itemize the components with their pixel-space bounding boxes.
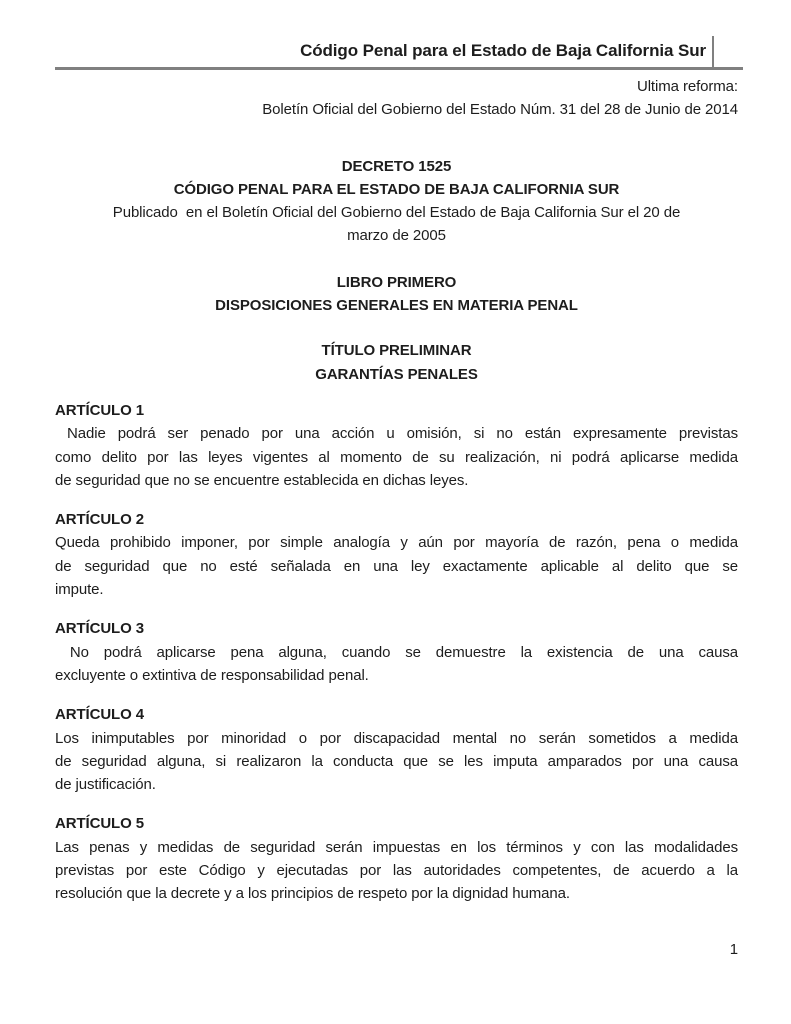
title-section-heading bbox=[55, 339, 738, 386]
article-3-line-2: excluyente o extintiva de responsabilidad penal. bbox=[55, 666, 369, 684]
decree-number: DECRETO 1525 bbox=[341, 157, 452, 175]
article-2-heading: ARTÍCULO 2 bbox=[55, 511, 145, 529]
article-2 bbox=[55, 508, 738, 601]
article-5-heading: ARTÍCULO 5 bbox=[55, 815, 145, 833]
article-3-line-1: No podrá aplicarse pena alguna, cuando se demuestre la existencia de una causa bbox=[55, 643, 738, 661]
article-2-line-3: impute. bbox=[55, 581, 104, 599]
title-section-name: TÍTULO PRELIMINAR bbox=[321, 342, 472, 360]
article-5-line-2: previstas por este Código y ejecutadas por las autoridades competentes, de acuerdo a la bbox=[55, 862, 738, 880]
page-number: 1 bbox=[729, 941, 738, 958]
header-rule bbox=[55, 67, 743, 70]
article-3-heading: ARTÍCULO 3 bbox=[55, 620, 145, 638]
title-section-subname: GARANTÍAS PENALES bbox=[315, 365, 478, 383]
book-heading bbox=[55, 271, 738, 318]
article-5 bbox=[55, 812, 738, 905]
reform-notice bbox=[55, 75, 738, 122]
article-4-line-1: Los inimputables por minoridad o por discapacidad mental no serán sometidos a medida bbox=[55, 729, 738, 747]
article-4-line-2: de seguridad alguna, si realizaron la conducta que se les imputa amparados por una causa bbox=[55, 752, 738, 770]
article-1-line-3: de seguridad que no se encuentre establecida en dichas leyes. bbox=[55, 471, 469, 489]
article-5-line-3: resolución que la decrete y a los principios de respeto por la dignidad humana. bbox=[55, 885, 570, 903]
article-2-line-2: de seguridad que no esté señalada en una ley exactamente aplicable al delito que se bbox=[55, 557, 738, 575]
article-1-heading: ARTÍCULO 1 bbox=[55, 401, 145, 419]
decree-published-line1: Publicado en el Boletín Oficial del Gobierno del Estado de Baja California Sur el 20 de bbox=[112, 204, 681, 222]
decree-name: CÓDIGO PENAL PARA EL ESTADO DE BAJA CALIFORNIA SUR bbox=[173, 180, 620, 198]
book-subtitle: DISPOSICIONES GENERALES EN MATERIA PENAL bbox=[215, 297, 578, 315]
decree-published-line2: marzo de 2005 bbox=[347, 227, 446, 245]
document-title: Código Penal para el Estado de Baja California Sur bbox=[300, 36, 714, 67]
page-header bbox=[55, 36, 738, 122]
article-2-line-1: Queda prohibido imponer, por simple analogía y aún por mayoría de razón, pena o medida bbox=[55, 534, 738, 552]
article-1 bbox=[55, 399, 738, 492]
header-title-row bbox=[55, 36, 738, 67]
article-4-line-3: de justificación. bbox=[55, 776, 156, 794]
article-3 bbox=[55, 617, 738, 687]
article-1-line-2: como delito por las leyes vigentes al momento de su realización, ni podrá aplicarse medida bbox=[55, 448, 738, 466]
article-4-heading: ARTÍCULO 4 bbox=[55, 706, 145, 724]
article-1-line-1: Nadie podrá ser penado por una acción u omisión, si no están expresamente previstas bbox=[55, 425, 738, 443]
article-4 bbox=[55, 703, 738, 796]
decree-block bbox=[55, 155, 738, 248]
reform-source: Boletín Oficial del Gobierno del Estado Núm. 31 del 28 de Junio de 2014 bbox=[262, 101, 738, 119]
article-5-line-1: Las penas y medidas de seguridad serán impuestas en los términos y con las modalidades bbox=[55, 838, 738, 856]
reform-label: Ultima reforma: bbox=[636, 78, 738, 95]
book-title: LIBRO PRIMERO bbox=[336, 273, 457, 291]
